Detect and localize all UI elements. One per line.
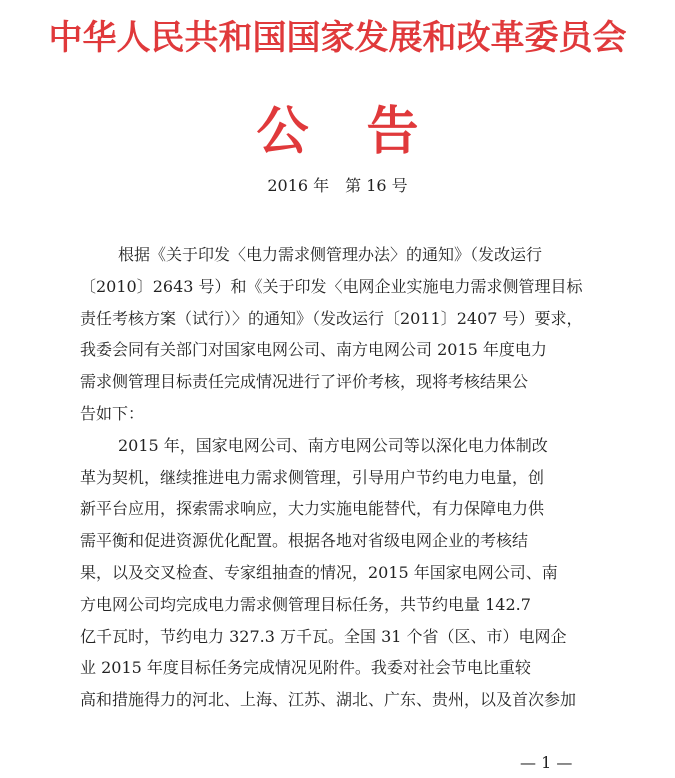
body-line: 需平衡和促进资源优化配置。根据各地对省级电网企业的考核结: [80, 531, 529, 551]
document-number: 2016 年 第 16 号: [267, 176, 408, 195]
body-line: 根据《关于印发〈电力需求侧管理办法〉的通知》（发改运行: [118, 245, 543, 264]
body-line: 新平台应用，探索需求响应，大力实施电能替代，有力保障电力供: [80, 499, 545, 519]
body-line: 果，以及交叉检查、专家组抽查的情况，2015 年国家电网公司、南: [80, 562, 558, 582]
issuing-agency-title: 中华人民共和国国家发展和改革委员会: [48, 18, 627, 58]
body-line: 需求侧管理目标责任完成情况进行了评价考核，现将考核结果公: [80, 372, 529, 392]
announcement-body: [80, 239, 600, 716]
document-type-title: 公告: [256, 101, 477, 162]
body-line: 责任考核方案（试行）〉的通知》（发改运行〔2011〕2407 号）要求，: [80, 308, 583, 328]
body-line: 高和措施得力的河北、上海、江苏、湖北、广东、贵州，以及首次参加: [80, 690, 577, 710]
body-line: 亿千瓦时，节约电力 327.3 万千瓦。全国 31 个省（区、市）电网企: [80, 626, 567, 646]
body-line: 〔2010〕2643 号）和《关于印发〈电网企业实施电力需求侧管理目标: [80, 276, 583, 296]
page-number: — 1 —: [520, 753, 573, 772]
body-line: 2015 年，国家电网公司、南方电网公司等以深化电力体制改: [118, 435, 548, 455]
body-line: 我委会同有关部门对国家电网公司、南方电网公司 2015 年度电力: [80, 340, 547, 360]
body-line: 告如下：: [80, 403, 145, 423]
body-line: 业 2015 年度目标任务完成情况见附件。我委对社会节电比重较: [80, 658, 531, 678]
body-line: 革为契机，继续推进电力需求侧管理，引导用户节约电力电量，创: [80, 467, 545, 487]
body-line: 方电网公司均完成电力需求侧管理目标任务，共节约电量 142.7: [80, 594, 531, 614]
